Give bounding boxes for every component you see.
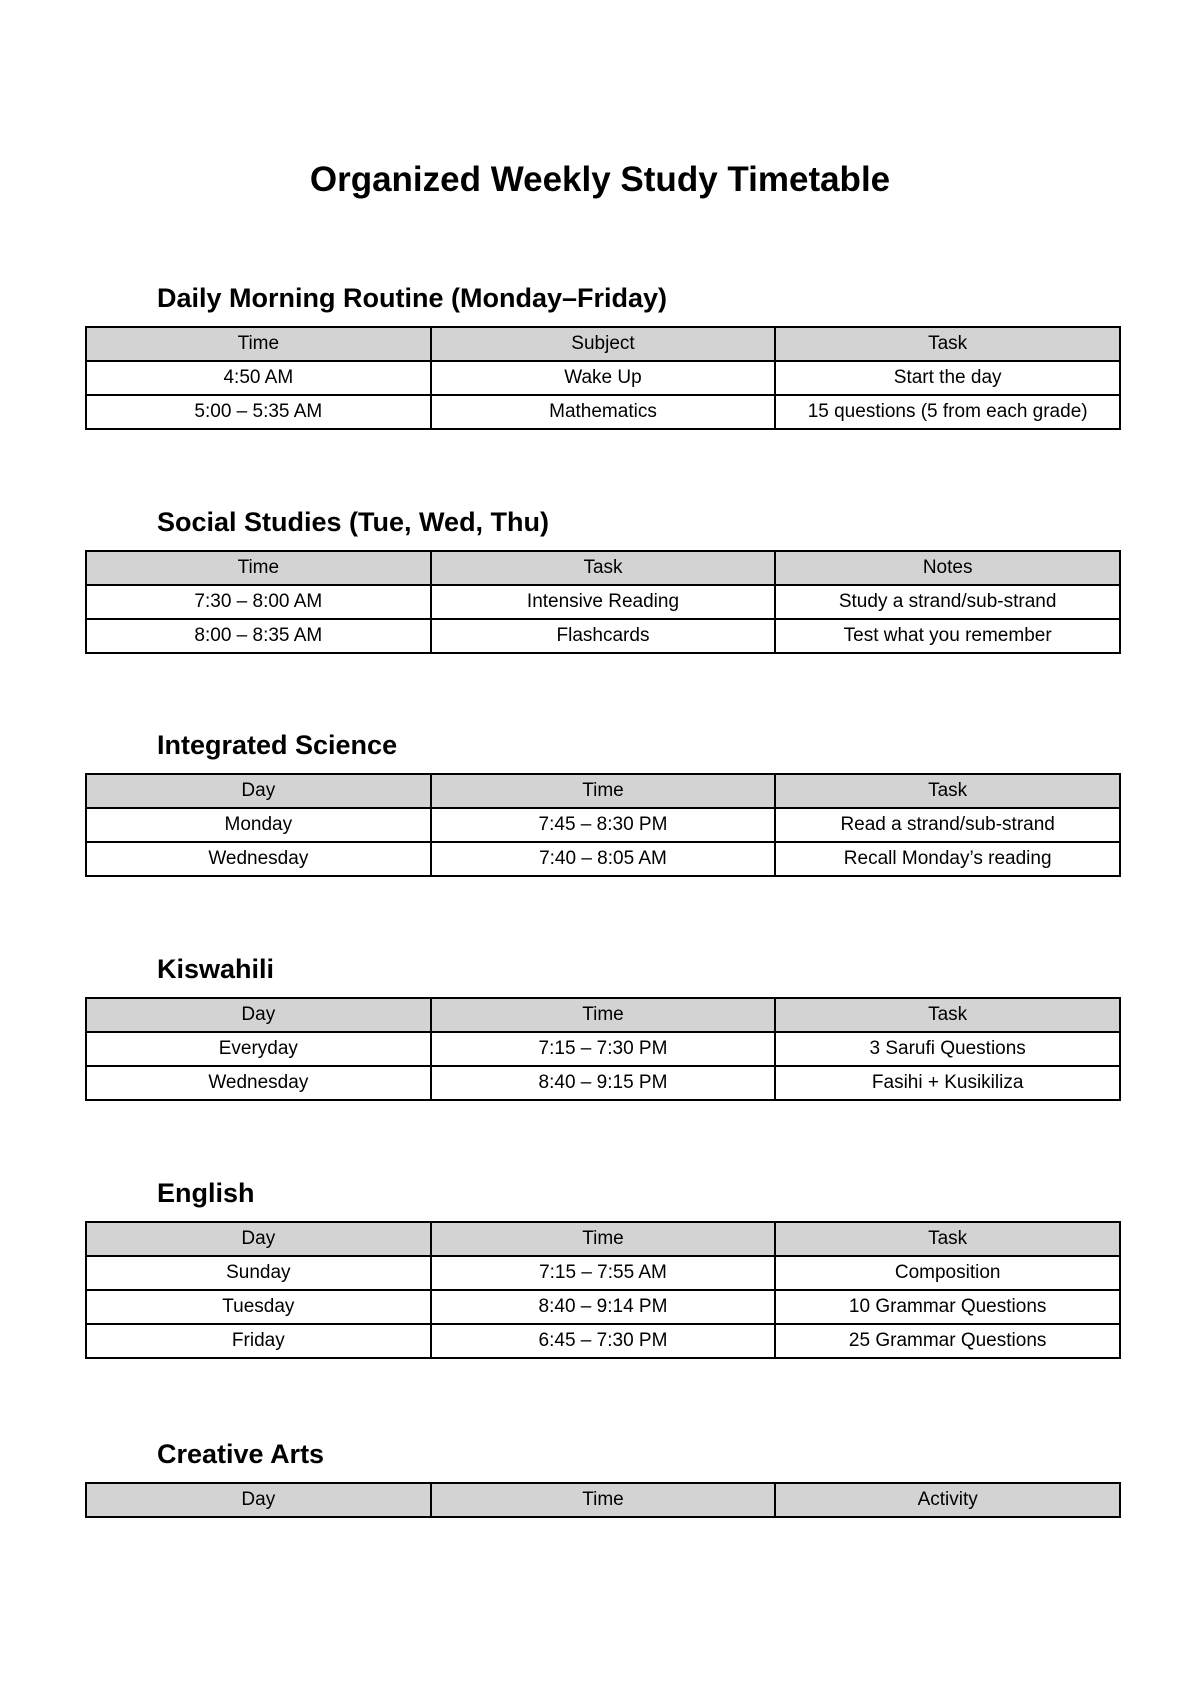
table-cell: 7:40 – 8:05 AM <box>431 842 776 876</box>
table-cell: Read a strand/sub-strand <box>775 808 1120 842</box>
table-header-row <box>86 1222 1120 1256</box>
section-heading: English <box>157 1178 255 1208</box>
section-heading: Integrated Science <box>157 730 398 760</box>
table-cell: 10 Grammar Questions <box>775 1290 1120 1324</box>
table-row <box>86 1256 1120 1290</box>
column-header: Time <box>86 327 431 361</box>
table-cell: Flashcards <box>431 619 776 653</box>
table-header-row <box>86 1483 1120 1517</box>
social-studies-table <box>85 550 1121 654</box>
creative-arts-table <box>85 1482 1121 1518</box>
table-cell: Composition <box>775 1256 1120 1290</box>
column-header: Task <box>775 998 1120 1032</box>
column-header: Task <box>775 327 1120 361</box>
section-heading: Kiswahili <box>157 954 275 984</box>
table-cell: 3 Sarufi Questions <box>775 1032 1120 1066</box>
english-table <box>85 1221 1121 1359</box>
column-header: Day <box>86 1483 431 1517</box>
integrated-science-table <box>85 773 1121 877</box>
table-cell: 7:45 – 8:30 PM <box>431 808 776 842</box>
table-cell: Friday <box>86 1324 431 1358</box>
table-row <box>86 1324 1120 1358</box>
column-header: Notes <box>775 551 1120 585</box>
table-cell: Wednesday <box>86 842 431 876</box>
table-cell: Mathematics <box>431 395 776 429</box>
column-header: Subject <box>431 327 776 361</box>
table-row <box>86 1290 1120 1324</box>
table-header-row <box>86 327 1120 361</box>
table-header-row <box>86 998 1120 1032</box>
column-header: Task <box>431 551 776 585</box>
daily-morning-routine-table <box>85 326 1121 430</box>
table-cell: Intensive Reading <box>431 585 776 619</box>
column-header: Time <box>431 998 776 1032</box>
kiswahili-table <box>85 997 1121 1101</box>
column-header: Time <box>86 551 431 585</box>
table-cell: 8:40 – 9:14 PM <box>431 1290 776 1324</box>
table-cell: 7:30 – 8:00 AM <box>86 585 431 619</box>
table-cell: 7:15 – 7:30 PM <box>431 1032 776 1066</box>
table-cell: Monday <box>86 808 431 842</box>
table-cell: Wednesday <box>86 1066 431 1100</box>
column-header: Day <box>86 774 431 808</box>
column-header: Time <box>431 1483 776 1517</box>
table-row <box>86 585 1120 619</box>
table-cell: Tuesday <box>86 1290 431 1324</box>
table-cell: Study a strand/sub-strand <box>775 585 1120 619</box>
table-header-row <box>86 551 1120 585</box>
column-header: Time <box>431 774 776 808</box>
table-row <box>86 1066 1120 1100</box>
column-header: Day <box>86 998 431 1032</box>
table-cell: Start the day <box>775 361 1120 395</box>
table-row <box>86 1032 1120 1066</box>
table-cell: 8:00 – 8:35 AM <box>86 619 431 653</box>
table-cell: Fasihi + Kusikiliza <box>775 1066 1120 1100</box>
column-header: Activity <box>775 1483 1120 1517</box>
table-header-row <box>86 774 1120 808</box>
page-title: Organized Weekly Study Timetable <box>309 160 891 199</box>
table-cell: Sunday <box>86 1256 431 1290</box>
table-cell: 6:45 – 7:30 PM <box>431 1324 776 1358</box>
section-heading: Daily Morning Routine (Monday–Friday) <box>157 283 668 313</box>
column-header: Task <box>775 1222 1120 1256</box>
section-heading: Social Studies (Tue, Wed, Thu) <box>157 507 550 537</box>
table-cell: 8:40 – 9:15 PM <box>431 1066 776 1100</box>
table-cell: Wake Up <box>431 361 776 395</box>
table-cell: 25 Grammar Questions <box>775 1324 1120 1358</box>
table-cell: Everyday <box>86 1032 431 1066</box>
table-row <box>86 808 1120 842</box>
table-cell: 5:00 – 5:35 AM <box>86 395 431 429</box>
table-row <box>86 842 1120 876</box>
column-header: Day <box>86 1222 431 1256</box>
table-row <box>86 361 1120 395</box>
column-header: Task <box>775 774 1120 808</box>
table-row <box>86 619 1120 653</box>
table-cell: Test what you remember <box>775 619 1120 653</box>
table-cell: 7:15 – 7:55 AM <box>431 1256 776 1290</box>
table-cell: 15 questions (5 from each grade) <box>775 395 1120 429</box>
table-cell: Recall Monday’s reading <box>775 842 1120 876</box>
table-row <box>86 395 1120 429</box>
section-heading: Creative Arts <box>157 1439 325 1469</box>
column-header: Time <box>431 1222 776 1256</box>
table-cell: 4:50 AM <box>86 361 431 395</box>
